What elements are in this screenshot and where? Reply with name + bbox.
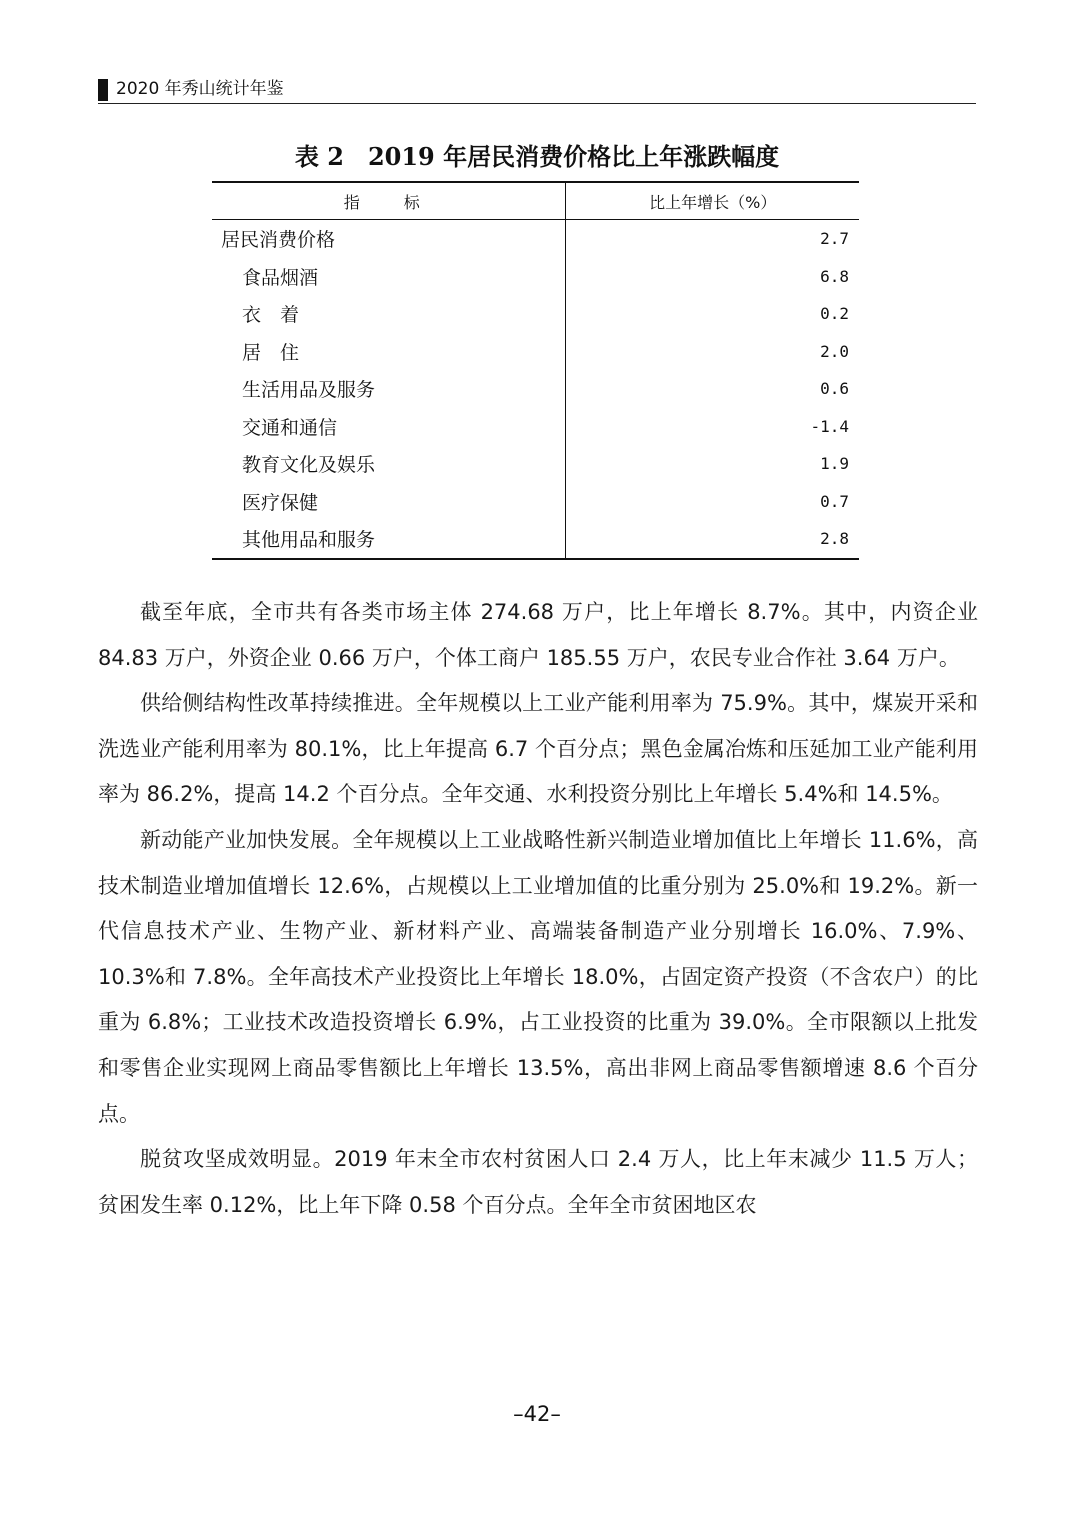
body-text <box>98 590 978 1228</box>
row-indicator: 食品烟酒 <box>212 258 566 296</box>
row-value: 1.9 <box>820 454 849 474</box>
table-row <box>212 258 859 296</box>
page-header <box>98 77 976 104</box>
header-title: 2020 年秀山统计年鉴 <box>116 79 284 99</box>
row-value: 0.6 <box>820 379 849 399</box>
table-row <box>212 295 859 333</box>
row-indicator: 居 住 <box>212 333 566 371</box>
row-indicator: 交通和通信 <box>212 408 566 446</box>
row-value: 0.2 <box>820 304 849 324</box>
row-value: 2.0 <box>820 341 849 361</box>
table-row <box>212 220 859 258</box>
row-indicator: 衣 着 <box>212 295 566 333</box>
table-title: 表 2 2019 年居民消费价格比上年涨跌幅度 <box>294 142 780 171</box>
paragraph-poverty-alleviation: 脱贫攻坚成效明显。2019 年末全市农村贫困人口 2.4 万人，比上年末减少 11.5 万人；贫困发生率 0.12%，比上年下降 0.58 个百分点。全年全市贫困地区农 <box>98 1147 978 1217</box>
row-value: 0.7 <box>820 491 849 511</box>
row-indicator: 生活用品及服务 <box>212 370 566 408</box>
row-indicator: 其他用品和服务 <box>212 520 566 559</box>
table-row <box>212 333 859 371</box>
row-value: 2.7 <box>820 229 849 249</box>
page-number: –42– <box>513 1402 561 1426</box>
cpi-table <box>212 181 859 560</box>
row-indicator: 居民消费价格 <box>212 220 566 258</box>
paragraph-new-industries: 新动能产业加快发展。全年规模以上工业战略性新兴制造业增加值比上年增长 11.6%，高技术制造业增加值增长 12.6%，占规模以上工业增加值的比重分别为 25.0%和 19.2%。新一代信息技术产业、生物产业、新材料产业、高端装备制造产业分别增长 16.0%、7.9%、10.3%和 7.8%。全年高技术产业投资比上年增长 18.0%，占固定资产投资（不含农户）的比重为 6.8%；工业技术改造投资增长 6.9%，占工业投资的比重为 39.0%。全市限额以上批发和零售企业实现网上商品零售额比上年增长 13.5%，高出非网上商品零售额增速 8.6 个百分点。 <box>98 827 978 1126</box>
row-indicator: 教育文化及娱乐 <box>212 445 566 483</box>
row-value: 2.8 <box>566 520 859 559</box>
paragraph-supply-side-reform: 供给侧结构性改革持续推进。全年规模以上工业产能利用率为 75.9%。其中，煤炭开采和洗选业产能利用率为 80.1%，比上年提高 6.7 个百分点；黑色金属冶炼和压延加工业产能利用率为 86.2%，提高 14.2 个百分点。全年交通、水利投资分别比上年增长 5.4%和 14.5%。 <box>98 691 978 807</box>
table-row <box>212 445 859 483</box>
row-value: 6.8 <box>820 266 849 286</box>
row-indicator: 医疗保健 <box>212 483 566 521</box>
table-row <box>212 520 859 559</box>
table-row <box>212 408 859 446</box>
row-value: -1.4 <box>810 416 849 436</box>
table-row <box>212 483 859 521</box>
column-header-growth: 比上年增长（%） <box>566 182 859 220</box>
column-header-indicator: 指 标 <box>212 182 566 220</box>
paragraph-market-entities: 截至年底，全市共有各类市场主体 274.68 万户，比上年增长 8.7%。其中，内资企业 84.83 万户，外资企业 0.66 万户，个体工商户 185.55 万户，农民专业合作社 3.64 万户。 <box>98 600 978 670</box>
table-row <box>212 370 859 408</box>
header-marker <box>98 79 108 101</box>
